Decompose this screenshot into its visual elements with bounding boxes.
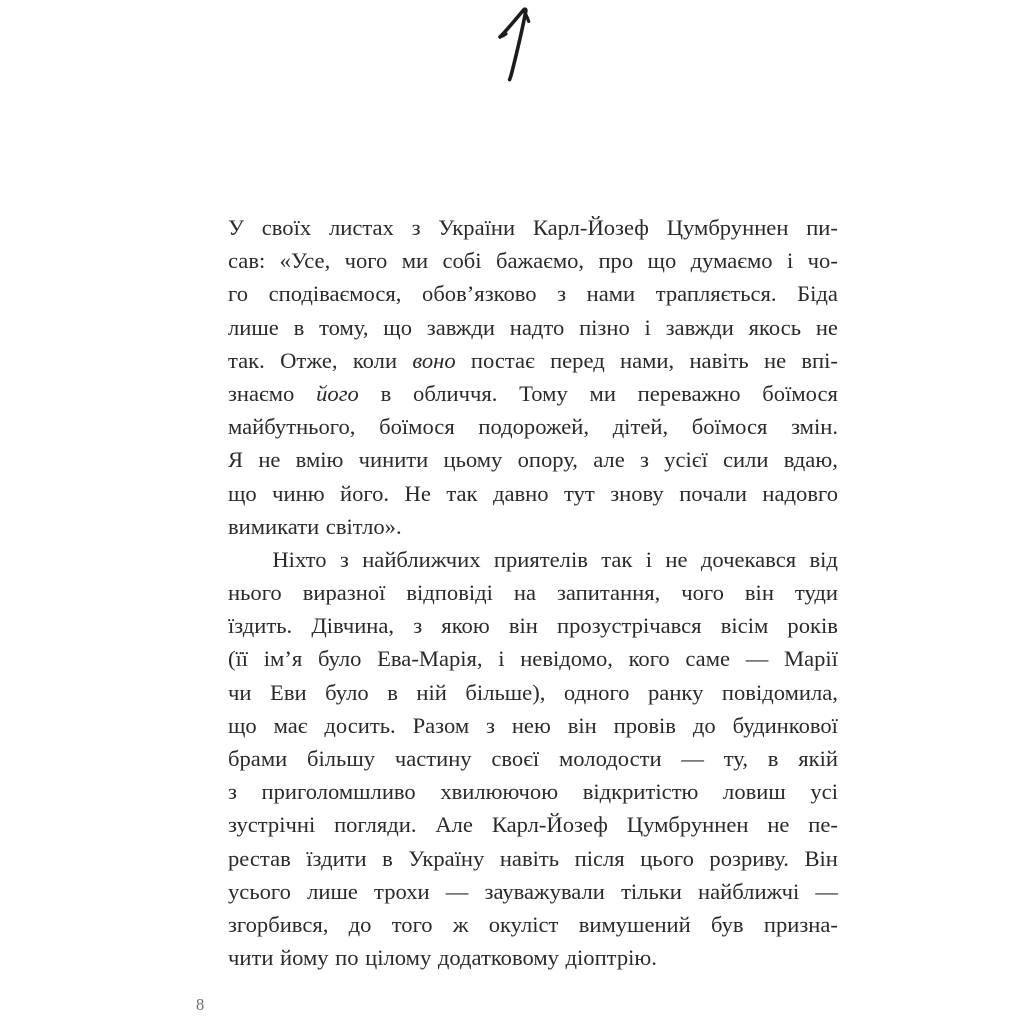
word: на (513, 580, 537, 606)
word: змін. (791, 414, 838, 440)
word: лише (307, 878, 358, 904)
word: в (767, 746, 779, 771)
text-line (228, 642, 838, 675)
word: до (692, 712, 716, 738)
word: вимушений (578, 911, 691, 937)
word: від (809, 546, 838, 572)
text-line (228, 609, 838, 642)
word: надовго (762, 480, 838, 506)
word: переважно (637, 380, 741, 406)
word: Карл-Йозеф (532, 215, 649, 240)
word: ми (589, 380, 616, 406)
word: завжди (426, 314, 495, 340)
word: вмію (295, 447, 344, 473)
word: так. (228, 347, 265, 373)
word: так (446, 480, 478, 506)
text-line (228, 510, 838, 543)
word: частину (394, 746, 472, 771)
word: хвилюючою (440, 779, 559, 805)
word: цього (640, 845, 694, 871)
word: бажаємо, (495, 248, 585, 274)
word: має (273, 712, 308, 738)
body-text (228, 211, 838, 974)
word: боїмося (691, 414, 768, 440)
word: ж (452, 911, 469, 937)
word: цілому (365, 945, 432, 971)
word: Україну (408, 845, 485, 871)
word: розриву. (709, 845, 789, 871)
word: «Усе, (279, 248, 331, 274)
word: рестав (228, 845, 291, 871)
word: приголомшливо (261, 779, 416, 805)
word: ту, (723, 746, 748, 771)
word: саме (685, 646, 731, 672)
word: окуліст (488, 911, 559, 937)
word: завжди (665, 314, 734, 340)
word: — (445, 878, 469, 904)
word: запитання, (557, 580, 661, 606)
word: з (413, 613, 423, 639)
word: світло». (325, 513, 402, 539)
paragraph-1 (228, 211, 838, 543)
word: додатковому (437, 945, 559, 971)
word: туди (794, 580, 838, 606)
word: Я (228, 447, 244, 473)
word: Разом (412, 712, 470, 738)
text-line (228, 311, 838, 344)
word: ми (401, 248, 429, 274)
word: го (228, 281, 249, 307)
text-line (228, 742, 838, 775)
word: Біда (797, 281, 838, 307)
word: найближчі (698, 878, 800, 904)
word: — (815, 878, 838, 904)
text-line (228, 244, 838, 277)
text-line (228, 576, 838, 609)
word: сили (722, 447, 769, 473)
word: нами (586, 281, 636, 307)
word: майбутнього, (228, 414, 356, 440)
word: дітей, (612, 414, 669, 440)
word: Дівчина, (311, 613, 395, 639)
word: знаємо (228, 380, 295, 406)
word: воно (412, 347, 456, 373)
word: боїмося (379, 414, 455, 440)
word: було (325, 679, 369, 705)
word: з (557, 281, 567, 307)
word: чого (681, 580, 724, 606)
word: діоптрію. (565, 945, 657, 971)
word: їздить. (228, 613, 293, 639)
word: ній (416, 679, 447, 705)
word: провів (613, 712, 676, 738)
text-line (228, 277, 838, 310)
word: одного (563, 679, 630, 705)
word: пе- (808, 812, 838, 838)
word: трохи (374, 878, 430, 904)
word: ранку (648, 679, 704, 705)
word: якось (748, 314, 802, 340)
word: вимикати (228, 513, 320, 539)
word: в (387, 679, 398, 705)
word: Карл-Йозеф (491, 812, 608, 838)
word: впі- (801, 347, 838, 373)
word: не (763, 347, 787, 373)
word: погляди. (334, 812, 417, 838)
word: років (787, 613, 838, 639)
word: кого (628, 646, 670, 672)
word: обов’язково (422, 281, 537, 307)
word: і (644, 314, 651, 340)
word: більшу (307, 746, 376, 771)
text-line (228, 443, 838, 476)
word: думаємо (690, 248, 773, 274)
word: чи (228, 679, 252, 705)
word: — (745, 646, 769, 672)
text-line (228, 211, 838, 244)
word: тут (564, 480, 595, 506)
text-line (228, 676, 838, 709)
word: Не (404, 480, 431, 506)
word: усього (228, 878, 291, 904)
word: навіть (499, 845, 560, 871)
word: коли (352, 347, 398, 373)
word: молодости (559, 746, 662, 771)
word: того (391, 911, 433, 937)
word: цьому (443, 447, 503, 473)
word: перед (550, 347, 605, 373)
word: його (316, 380, 359, 406)
text-line (228, 477, 838, 510)
word: постає (470, 347, 535, 373)
word: чинити (358, 447, 429, 473)
text-line (228, 842, 838, 875)
word: У (228, 215, 244, 240)
word: що (228, 480, 257, 506)
word: з (411, 215, 421, 240)
word: з (639, 447, 649, 473)
word: собі (442, 248, 482, 274)
word: листах (328, 215, 394, 240)
word: не (665, 546, 688, 572)
word: лише (228, 314, 279, 340)
word: з (486, 712, 495, 738)
word: не (767, 812, 790, 838)
word: Цумбруннен (666, 215, 789, 240)
word: Ева-Марія, (377, 646, 483, 672)
word: боїмося (762, 380, 838, 406)
word: нього (228, 580, 282, 606)
text-line (228, 875, 838, 908)
word: досить. (324, 712, 396, 738)
word: чити (228, 945, 274, 971)
word: було (317, 646, 362, 672)
page-number: 8 (196, 995, 205, 1014)
word: тому, (319, 314, 369, 340)
word: надто (509, 314, 565, 340)
word: прозустрічався (557, 613, 702, 639)
word: давно (492, 480, 549, 506)
word: обличчя. (413, 380, 498, 406)
word: своєї (491, 746, 540, 771)
word: найближчих (362, 546, 481, 572)
chapter-number-ornament (0, 0, 1024, 95)
word: якою (441, 613, 490, 639)
word: ім’я (263, 646, 303, 672)
word: невідомо, (520, 646, 613, 672)
word: навіть (689, 347, 749, 373)
word: Еви (270, 679, 307, 705)
word: його. (340, 480, 390, 506)
word: якій (798, 746, 838, 771)
word: Він (804, 845, 838, 871)
word: Ніхто (272, 546, 327, 572)
word: тільки (621, 878, 682, 904)
word: йому (280, 945, 329, 971)
word: своїх (261, 215, 312, 240)
word: зустрічні (228, 812, 316, 838)
word: вдаю, (783, 447, 838, 473)
word: зауважували (484, 878, 605, 904)
word: по (335, 945, 359, 971)
word: з (228, 779, 237, 805)
word: він (567, 712, 597, 738)
text-line (228, 377, 838, 410)
word: призна- (763, 911, 838, 937)
word: що (647, 248, 677, 274)
word: виразної (302, 580, 386, 606)
word: що (228, 712, 257, 738)
word: після (574, 845, 625, 871)
word: про (598, 248, 634, 274)
text-line (228, 941, 838, 974)
word: — (681, 746, 704, 771)
word: і (498, 646, 505, 672)
word: в (293, 314, 305, 340)
word: чо- (807, 248, 838, 274)
word: нами, (620, 347, 675, 373)
word: сподіваємося, (268, 281, 402, 307)
word: нею (511, 712, 551, 738)
word: пи- (806, 215, 838, 240)
word: Цумбруннен (626, 812, 749, 838)
word: Тому (519, 380, 568, 406)
word: будинкової (732, 712, 838, 738)
text-line (228, 775, 838, 808)
text-line (228, 344, 838, 377)
word: Марії (783, 646, 838, 672)
word: чиню (272, 480, 325, 506)
word: з (339, 546, 349, 572)
word: їздити (306, 845, 367, 871)
word: відповіді (406, 580, 493, 606)
word: але (593, 447, 625, 473)
word: (її (228, 646, 249, 672)
word: подорожей, (478, 414, 590, 440)
word: вісім (720, 613, 769, 639)
word: не (815, 314, 838, 340)
word: трапляється. (655, 281, 777, 307)
text-line (228, 908, 838, 941)
text-line (228, 543, 838, 576)
word: що (383, 314, 412, 340)
paragraph-2 (228, 543, 838, 974)
word: опору, (517, 447, 578, 473)
text-line (228, 410, 838, 443)
word: в (380, 380, 392, 406)
word: і (787, 248, 794, 274)
word: повідомила, (721, 679, 838, 705)
word: пізно (579, 314, 630, 340)
word: був (711, 911, 744, 937)
word: і (645, 546, 653, 572)
text-line (228, 709, 838, 742)
chapter-number-one-glyph (487, 6, 551, 84)
word: дочекався (700, 546, 797, 572)
word: брами (228, 746, 288, 771)
word: чого (344, 248, 388, 274)
word: приятелів (493, 546, 588, 572)
word: ловиш (723, 779, 786, 805)
word: України (438, 215, 516, 240)
text-line (228, 808, 838, 841)
word: більше), (465, 679, 546, 705)
word: в (382, 845, 393, 871)
word: Але (435, 812, 473, 838)
word: почали (679, 480, 747, 506)
word: сав: (228, 248, 266, 274)
word: до (348, 911, 372, 937)
word: він (508, 613, 538, 639)
word: так (601, 546, 633, 572)
word: відкритістю (582, 779, 699, 805)
word: знову (610, 480, 664, 506)
word: Отже, (280, 347, 338, 373)
word: він (744, 580, 774, 606)
word: не (258, 447, 281, 473)
word: згорбився, (228, 911, 329, 937)
word: усі (810, 779, 838, 805)
word: усієї (664, 447, 708, 473)
